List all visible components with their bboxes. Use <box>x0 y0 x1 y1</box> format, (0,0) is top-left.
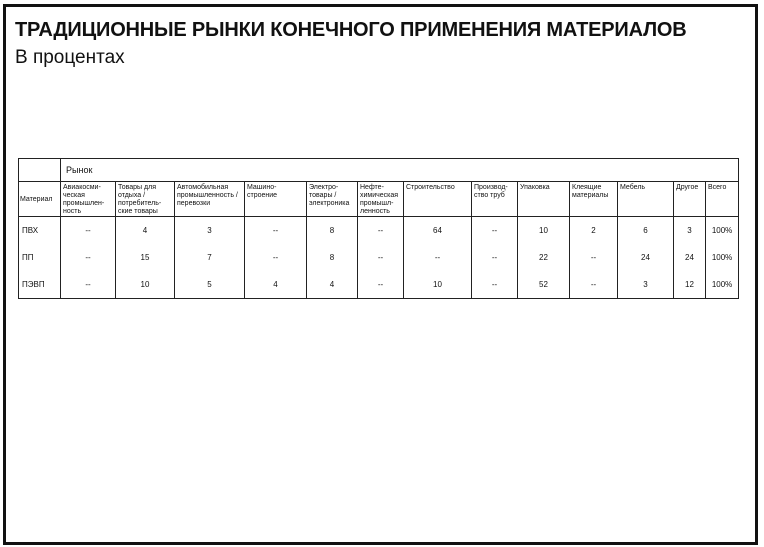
column-header: Авиакосми- ческая промышлен- ность <box>61 182 116 217</box>
table-cell: 10 <box>116 271 175 299</box>
table-cell: 10 <box>518 217 570 245</box>
market-header: Рынок <box>61 159 739 182</box>
column-header: Строительство <box>404 182 472 217</box>
table-cell: 3 <box>175 217 245 245</box>
column-header: Упаковка <box>518 182 570 217</box>
table-cell: 22 <box>518 244 570 271</box>
table-cell: -- <box>570 271 618 299</box>
table-cell: -- <box>61 271 116 299</box>
column-header: Машино- строение <box>245 182 307 217</box>
table-cell: -- <box>472 271 518 299</box>
material-header: Материал <box>19 182 61 217</box>
table-cell: 2 <box>570 217 618 245</box>
table-row <box>19 217 739 245</box>
column-header: Электро- товары / электроника <box>307 182 358 217</box>
table-cell: 8 <box>307 217 358 245</box>
table-cell: 4 <box>307 271 358 299</box>
table-cell: -- <box>472 217 518 245</box>
table-cell: 52 <box>518 271 570 299</box>
table-cell: -- <box>472 244 518 271</box>
table-row <box>19 271 739 299</box>
column-header: Другое <box>674 182 706 217</box>
table-cell: 8 <box>307 244 358 271</box>
column-header: Производ- ство труб <box>472 182 518 217</box>
column-header: Товары для отдыха / потребитель- ские товары <box>116 182 175 217</box>
total-cell: 100% <box>706 244 739 271</box>
table-cell: 24 <box>618 244 674 271</box>
table-cell: 10 <box>404 271 472 299</box>
page-subtitle: В процентах <box>15 47 125 68</box>
total-cell: 100% <box>706 217 739 245</box>
column-header: Нефте- химическая промышл- ленность <box>358 182 404 217</box>
table-cell: 4 <box>245 271 307 299</box>
material-name: ПВХ <box>19 217 61 245</box>
material-name: ПП <box>19 244 61 271</box>
table-cell: 7 <box>175 244 245 271</box>
table-cell: 24 <box>674 244 706 271</box>
table-cell: 3 <box>618 271 674 299</box>
table-cell: 15 <box>116 244 175 271</box>
table-cell: -- <box>61 244 116 271</box>
column-header: Автомобильная промышленность / перевозки <box>175 182 245 217</box>
table-cell: 6 <box>618 217 674 245</box>
table-cell: -- <box>245 244 307 271</box>
total-cell: 100% <box>706 271 739 299</box>
table-cell: -- <box>358 244 404 271</box>
column-header: Клеящие материалы <box>570 182 618 217</box>
table-cell: 5 <box>175 271 245 299</box>
table-cell: -- <box>245 217 307 245</box>
table-cell: 12 <box>674 271 706 299</box>
table-cell: -- <box>358 217 404 245</box>
page-title: ТРАДИЦИОННЫЕ РЫНКИ КОНЕЧНОГО ПРИМЕНЕНИЯ МАТЕРИАЛОВ <box>15 19 687 41</box>
table-cell: -- <box>358 271 404 299</box>
corner-cell <box>19 159 61 182</box>
column-header: Всего <box>706 182 739 217</box>
table-cell: 3 <box>674 217 706 245</box>
table-cell: -- <box>570 244 618 271</box>
table-row <box>19 244 739 271</box>
column-header: Мебель <box>618 182 674 217</box>
table-cell: 64 <box>404 217 472 245</box>
table-cell: -- <box>404 244 472 271</box>
market-table <box>18 158 739 299</box>
column-header-row <box>19 182 739 217</box>
table-cell: 4 <box>116 217 175 245</box>
material-name: ПЭВП <box>19 271 61 299</box>
table-cell: -- <box>61 217 116 245</box>
